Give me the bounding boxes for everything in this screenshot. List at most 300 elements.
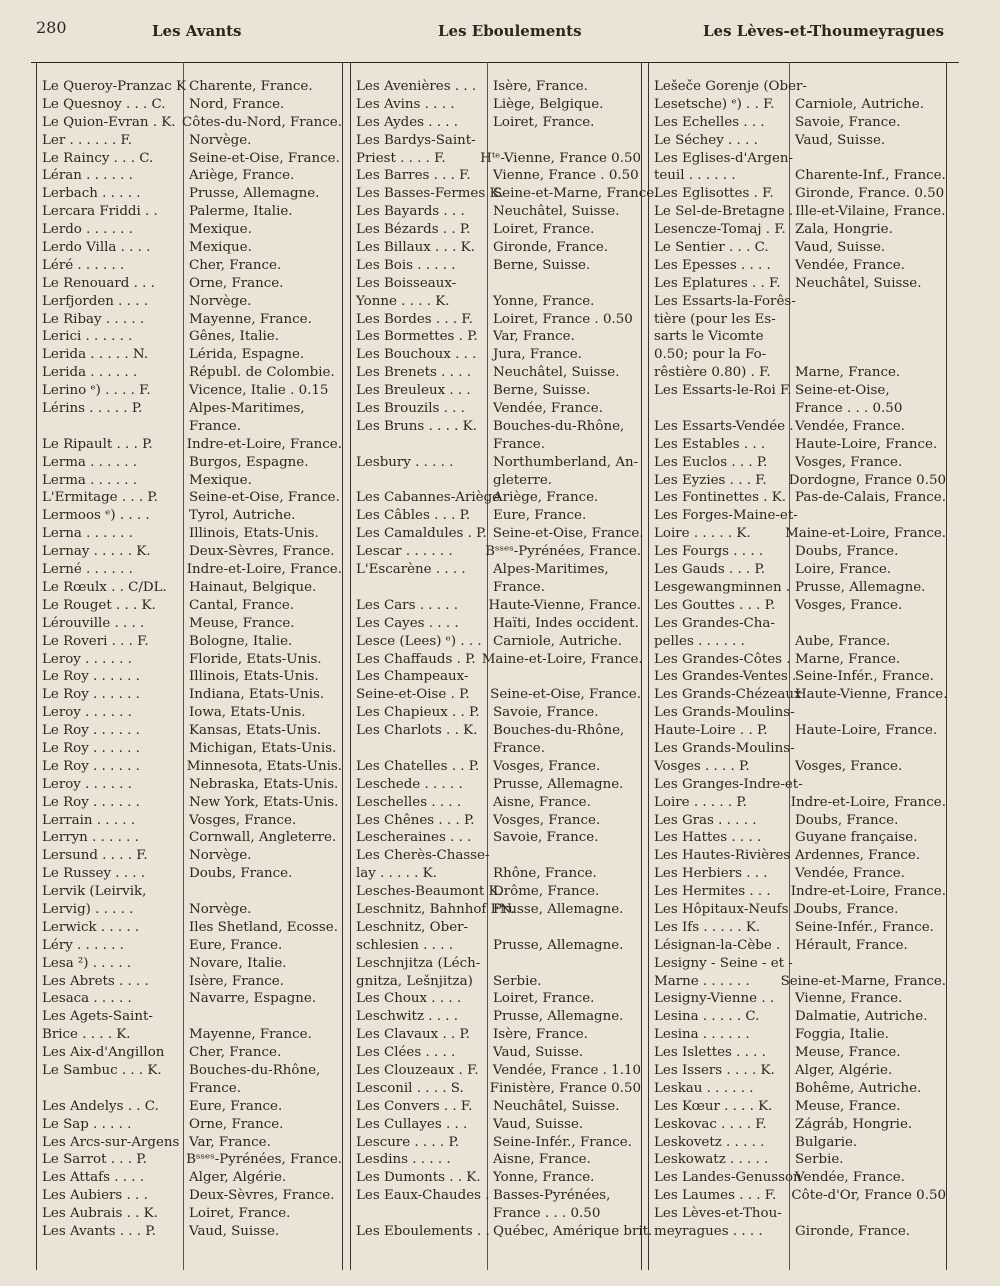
locality-name: Les Bois . . . . .: [356, 257, 456, 273]
locality-region: [183, 883, 189, 901]
table-row: [350, 865, 641, 883]
table-row: [648, 382, 946, 400]
locality-name: Lersund . . . . F.: [42, 848, 148, 864]
locality-name: [350, 436, 487, 454]
locality-name: [36, 1080, 183, 1098]
column-rule: [946, 62, 947, 1270]
table-row: [350, 686, 641, 704]
locality-region: Seine-et-Oise, France.: [189, 490, 340, 506]
locality-name: Les Aubiers . . .: [42, 1188, 148, 1204]
locality-name: Les Camaldules . P.: [356, 526, 487, 542]
locality-region: Seine-Infér., France.: [795, 919, 934, 935]
locality-region: Lérida, Espagne.: [189, 347, 305, 363]
locality-region: Bulgarie.: [795, 1134, 858, 1150]
locality-region: Savoie, France.: [795, 114, 901, 130]
table-row: [350, 740, 641, 758]
locality-name: Les Eboulements . .: [356, 1224, 490, 1239]
table-row: [350, 615, 641, 633]
locality-region: Foggia, Italie.: [795, 1027, 889, 1043]
locality-name: Les Boisseaux-: [356, 275, 457, 291]
locality-name: Leschnitz, Bahnhof FN.: [356, 901, 516, 917]
table-row: [36, 829, 342, 847]
table-row: [350, 668, 641, 686]
table-row: [36, 1205, 342, 1223]
locality-region: Haute-Vienne, France.: [488, 597, 641, 613]
locality-name: Loire . . . . . P.: [654, 794, 747, 810]
table-row: [350, 185, 659, 203]
locality-name: Le Ribay . . . . .: [42, 311, 145, 327]
locality-region: Meuse, France.: [795, 1098, 901, 1114]
locality-name: Les Bardys-Saint-: [356, 132, 476, 148]
locality-region: Seine-et-Marne, France.: [780, 973, 946, 989]
locality-region: gleterre.: [493, 472, 553, 488]
locality-name: Lercara Friddi . .: [42, 204, 158, 220]
table-row: [350, 1205, 641, 1223]
locality-name: Lescure . . . . P.: [356, 1134, 459, 1150]
locality-region: Ariège, France.: [189, 168, 295, 184]
table-row: [648, 1134, 946, 1152]
table-row: [36, 955, 342, 973]
locality-region: Charente, France.: [189, 79, 313, 94]
table-row: [350, 382, 641, 400]
locality-name: Lermoos ᵉ) . . . .: [42, 508, 150, 524]
table-row: [350, 418, 641, 436]
locality-name: Les Chatelles . . P.: [356, 758, 480, 774]
locality-region: Hᵗᵉ-Vienne, France 0.50: [480, 150, 641, 166]
locality-region: Loiret, France.: [189, 1206, 291, 1222]
locality-name: Les Euclos . . . P.: [654, 454, 768, 470]
locality-region: Indiana, Etats-Unis.: [189, 687, 325, 703]
locality-region: [487, 847, 493, 865]
locality-name: Lescheraines . . .: [356, 830, 472, 846]
locality-region: Var, France.: [493, 329, 575, 345]
locality-name: Les Aubrais . . K.: [42, 1206, 158, 1222]
locality-name: Les Avenières . . .: [356, 79, 477, 94]
locality-name: Les Eplatures . . F.: [654, 275, 781, 291]
locality-region: [487, 919, 493, 937]
locality-name: Leschnjitza (Léch-: [356, 955, 481, 971]
locality-region: Marne, France.: [795, 651, 901, 667]
locality-region: Eure, France.: [189, 937, 283, 953]
table-row: [350, 955, 641, 973]
locality-name: Les Grands-Chézeaux: [654, 687, 802, 703]
table-row: [36, 400, 342, 418]
locality-region: Ardennes, France.: [795, 848, 921, 864]
locality-region: Illinois, Etats-Unis.: [189, 526, 319, 542]
locality-region: [789, 293, 795, 311]
locality-name: Le Sap . . . . .: [42, 1116, 132, 1132]
table-row: [648, 400, 946, 418]
locality-region: Eure, France.: [493, 508, 587, 524]
locality-name: Les Hautes-Rivières .: [654, 848, 799, 864]
locality-name: Lesconil . . . . S.: [356, 1080, 464, 1096]
table-row: [36, 203, 342, 221]
locality-name: Les Aydes . . . .: [356, 114, 459, 130]
running-header: [0, 18, 1000, 48]
table-row: [648, 1223, 946, 1241]
locality-name: Les Brenets . . . .: [356, 365, 471, 381]
table-row: [350, 829, 641, 847]
locality-name: Les Ifs . . . . . K.: [654, 919, 761, 935]
locality-name: Les Gouttes . . . P.: [654, 597, 776, 613]
locality-region: New York, Etats-Unis.: [189, 794, 339, 810]
locality-name: Les Kœur . . . . K.: [654, 1098, 773, 1114]
locality-region: Nebraska, Etats-Unis.: [189, 776, 339, 792]
table-row: [350, 919, 641, 937]
locality-name: Le Rouget . . . K.: [42, 597, 156, 613]
locality-name: [36, 418, 183, 436]
locality-name: Les Barres . . . F.: [356, 168, 471, 184]
table-row: [36, 472, 342, 490]
table-row: [36, 794, 342, 812]
locality-name: Les Eyzies . . . F.: [654, 472, 767, 488]
locality-region: Indre-et-Loire, France.: [790, 884, 946, 900]
table-row: [648, 1169, 946, 1187]
locality-name: Lesaca . . . . .: [42, 991, 132, 1007]
locality-name: Les Dumonts . . K.: [356, 1170, 481, 1186]
locality-region: Norvège.: [189, 901, 252, 917]
locality-name: Léry . . . . . .: [42, 937, 124, 953]
locality-region: Zágráb, Hongrie.: [795, 1116, 913, 1132]
locality-region: Orne, France.: [189, 1116, 284, 1132]
locality-region: Seine-et-Oise, France.: [490, 687, 641, 703]
locality-name: lay . . . . . K.: [356, 866, 437, 882]
table-row: [648, 847, 946, 865]
table-row: [350, 1151, 641, 1169]
table-row: [36, 132, 342, 150]
locality-name: [350, 472, 487, 490]
table-row: [648, 973, 946, 991]
locality-region: Meuse, France.: [795, 1045, 901, 1061]
locality-name: Le Roy . . . . . .: [42, 723, 140, 739]
table-row: [36, 150, 342, 168]
table-row: [648, 239, 946, 257]
table-row: [648, 114, 946, 132]
table-row: [648, 489, 946, 507]
locality-region: Loiret, France . 0.50: [493, 311, 633, 327]
locality-region: Vicence, Italie . 0.15: [189, 383, 329, 399]
locality-name: Les Chapieux . . P.: [356, 705, 480, 721]
locality-name: Les Essarts-le-Roi F.: [654, 383, 792, 399]
table-row: [350, 973, 641, 991]
table-row: [36, 615, 342, 633]
table-row: [350, 722, 641, 740]
table-row: [350, 758, 641, 776]
table-row: [648, 150, 946, 168]
locality-region: Isère, France.: [493, 79, 588, 94]
table-row: [36, 1062, 342, 1080]
table-row: [648, 1044, 946, 1062]
table-row: [36, 1187, 342, 1205]
locality-region: Mayenne, France.: [189, 1027, 312, 1043]
locality-region: [789, 311, 795, 329]
locality-name: Leskau . . . . . .: [654, 1080, 754, 1096]
locality-region: Neuchâtel, Suisse.: [493, 1098, 620, 1114]
locality-name: Lerwick . . . . .: [42, 919, 140, 935]
locality-region: Vosges, France.: [795, 758, 903, 774]
locality-name: Yonne . . . . K.: [356, 293, 450, 309]
table-row: [648, 865, 946, 883]
locality-region: Cher, France.: [189, 1045, 282, 1061]
header-first-entry: Les Avants: [152, 22, 242, 40]
locality-region: Meuse, France.: [189, 615, 295, 631]
table-row: [648, 937, 946, 955]
locality-region: Seine-et-Oise,: [795, 383, 890, 399]
locality-region: Nord, France.: [189, 96, 285, 112]
table-row: [36, 704, 342, 722]
locality-name: Leskowatz . . . . .: [654, 1152, 769, 1168]
locality-region: [789, 328, 795, 346]
locality-region: [789, 78, 795, 96]
locality-name: Les Granges-Indre-et-: [654, 776, 803, 792]
table-row: [350, 651, 641, 669]
table-row: [648, 758, 946, 776]
locality-region: France.: [493, 740, 545, 756]
table-row: [648, 472, 946, 490]
locality-region: Bouches-du-Rhône,: [189, 1062, 321, 1078]
locality-name: Lerici . . . . . .: [42, 329, 133, 345]
locality-region: Mexique.: [189, 240, 252, 256]
locality-region: Floride, Etats-Unis.: [189, 651, 322, 667]
table-row: [36, 489, 342, 507]
table-row: [648, 96, 946, 114]
locality-region: Burgos, Espagne.: [189, 454, 309, 470]
table-row: [648, 1116, 946, 1134]
locality-name: Lesigny-Vienne . .: [654, 991, 775, 1007]
locality-region: Haute-Vienne, France.: [795, 687, 948, 703]
locality-region: France . . . 0.50: [795, 401, 903, 417]
locality-name: Leschelles . . . .: [356, 794, 462, 810]
table-row: [350, 776, 641, 794]
locality-region: Eure, France.: [189, 1098, 283, 1114]
table-row: [36, 78, 342, 96]
locality-name: Lerdo Villa . . . .: [42, 240, 151, 256]
locality-name: Le Roy . . . . . .: [42, 669, 140, 685]
locality-region: Yonne, France.: [493, 1170, 595, 1186]
locality-name: Les Bézards . . P.: [356, 222, 471, 238]
locality-region: Zala, Hongrie.: [795, 222, 893, 238]
locality-name: Lesbury . . . . .: [356, 454, 454, 470]
locality-name: Le Sentier . . . C.: [654, 240, 769, 256]
table-row: [648, 1205, 946, 1223]
table-row: [648, 185, 946, 203]
table-row: [36, 167, 342, 185]
table-row: [350, 525, 644, 543]
table-row: [36, 686, 342, 704]
locality-region: Guyane française.: [795, 830, 918, 846]
table-row: [350, 704, 641, 722]
locality-name: Les Essarts-Vendée .: [654, 418, 794, 434]
table-row: [648, 293, 946, 311]
locality-name: Les Agets-Saint-: [42, 1009, 153, 1025]
table-row: [36, 382, 342, 400]
locality-region: Marne, France.: [795, 365, 901, 381]
table-row: [648, 311, 946, 329]
table-row: [350, 328, 641, 346]
table-row: [648, 812, 946, 830]
table-row: [36, 328, 342, 346]
locality-name: pelles . . . . . .: [654, 633, 745, 649]
locality-region: [789, 346, 795, 364]
table-row: [36, 346, 342, 364]
locality-region: Doubs, France.: [795, 812, 899, 828]
locality-name: Les Brouzils . . .: [356, 401, 465, 417]
gazetteer-column-3: [648, 62, 946, 1286]
locality-region: [487, 955, 493, 973]
locality-name: Lesce (Lees) ᵉ) . . .: [356, 633, 482, 649]
table-row: [350, 1116, 641, 1134]
locality-region: Dalmatie, Autriche.: [795, 1009, 928, 1025]
locality-region: Yonne, France.: [493, 293, 595, 309]
table-row: [36, 561, 342, 579]
table-row: [648, 257, 946, 275]
locality-name: Les Cherès-Chasse-: [356, 848, 490, 864]
locality-region: Maine-et-Loire, France.: [481, 651, 643, 667]
locality-region: Prusse, Allemagne.: [795, 579, 926, 595]
table-row: [36, 96, 342, 114]
locality-name: Ler . . . . . . F.: [42, 132, 133, 148]
locality-region: Cher, France.: [189, 257, 282, 273]
table-row: [350, 239, 641, 257]
table-row: [350, 1134, 641, 1152]
table-row: [350, 114, 641, 132]
locality-name: L'Ermitage . . . P.: [42, 490, 158, 506]
locality-name: Lervig) . . . . .: [42, 901, 134, 917]
locality-region: Illinois, Etats-Unis.: [189, 669, 319, 685]
locality-region: Ille-et-Vilaine, France.: [795, 204, 946, 220]
locality-name: Léran . . . . . .: [42, 168, 133, 184]
locality-region: Basses-Pyrénées,: [493, 1188, 611, 1204]
table-row: [350, 812, 641, 830]
locality-region: Côte-d'Or, France 0.50: [791, 1188, 946, 1204]
locality-name: Vosges . . . . P.: [654, 758, 750, 774]
table-row: [648, 328, 946, 346]
locality-name: tière (pour les Es-: [654, 311, 776, 327]
table-row: [36, 597, 342, 615]
header-middle-entry: Les Eboulements: [438, 22, 582, 40]
locality-name: Les Forges-Maine-et-: [654, 508, 798, 524]
locality-region: Seine-et-Oise, France.: [492, 526, 644, 542]
locality-name: Lernay . . . . . K.: [42, 544, 151, 560]
locality-name: sarts le Vicomte: [654, 329, 764, 345]
table-row: [648, 1187, 946, 1205]
locality-region: Doubs, France.: [189, 866, 293, 882]
locality-region: Haute-Loire, France.: [795, 436, 938, 452]
locality-region: Deux-Sèvres, France.: [189, 1188, 335, 1204]
locality-region: [789, 776, 795, 794]
table-row: [350, 364, 641, 382]
locality-name: Lésignan-la-Cèbe .: [654, 937, 781, 953]
locality-name: Les Eglisottes . F.: [654, 186, 774, 202]
table-row: [36, 311, 342, 329]
locality-region: Hainaut, Belgique.: [189, 579, 317, 595]
locality-region: Prusse, Allemagne.: [493, 776, 624, 792]
locality-name: Les Grandes-Côtes .: [654, 651, 791, 667]
locality-region: Dordogne, France 0.50: [788, 472, 946, 488]
table-row: [350, 132, 641, 150]
locality-region: Serbie.: [493, 973, 542, 989]
locality-region: Prusse, Allemagne.: [189, 186, 320, 202]
table-row: [36, 1223, 342, 1241]
locality-region: Bˢˢᵉˢ-Pyrénées, France.: [485, 544, 641, 560]
locality-region: [183, 1008, 189, 1026]
table-row: [648, 919, 946, 937]
locality-name: Les Basses-Fermes K.: [356, 186, 504, 202]
table-row: [350, 257, 641, 275]
locality-name: Lesa ²) . . . . .: [42, 955, 132, 971]
locality-name: Les Abrets . . . .: [42, 973, 149, 989]
locality-region: Loiret, France.: [493, 222, 595, 238]
table-row: [36, 257, 342, 275]
locality-name: Lerryn . . . . . .: [42, 830, 139, 846]
locality-name: Les Essarts-la-Forês-: [654, 293, 796, 309]
locality-name: Les Bruns . . . . K.: [356, 418, 477, 434]
table-row: [36, 1169, 342, 1187]
locality-region: Indre-et-Loire, France.: [186, 562, 342, 578]
table-row: [350, 561, 641, 579]
locality-name: Le Roy . . . . . .: [42, 794, 140, 810]
locality-region: Bouches-du-Rhône,: [493, 418, 625, 434]
locality-name: Lešeče Gorenje (Ober-: [654, 79, 807, 94]
table-row: [648, 722, 946, 740]
table-row: [36, 973, 342, 991]
locality-name: Lerné . . . . . .: [42, 562, 133, 578]
table-row: [36, 847, 342, 865]
locality-region: Vosges, France.: [493, 812, 601, 828]
locality-region: Alger, Algérie.: [795, 1062, 893, 1078]
table-row: [350, 221, 641, 239]
table-row: [350, 543, 641, 561]
table-row: [648, 346, 946, 364]
locality-region: Vendée, France.: [493, 401, 603, 417]
locality-name: Lerida . . . . . N.: [42, 347, 148, 363]
locality-name: Lesches-Beaumont K.: [356, 884, 503, 900]
locality-name: Lerida . . . . . .: [42, 365, 138, 381]
table-row: [350, 78, 641, 96]
locality-name: Les Grandes-Cha-: [654, 615, 775, 631]
table-row: [350, 454, 641, 472]
locality-name: Le Queroy-Pranzac K: [42, 79, 186, 94]
locality-region: Neuchâtel, Suisse.: [493, 204, 620, 220]
locality-region: Deux-Sèvres, France.: [189, 544, 335, 560]
locality-name: Les Chaffauds . P.: [356, 651, 476, 667]
locality-region: Liège, Belgique.: [493, 96, 604, 112]
table-row: [648, 543, 946, 561]
locality-region: Vosges, France.: [795, 454, 903, 470]
locality-region: Carniole, Autriche.: [493, 633, 622, 649]
table-row: [648, 167, 946, 185]
locality-name: Leschnitz, Ober-: [356, 919, 469, 935]
locality-name: Lerdo . . . . . .: [42, 222, 133, 238]
locality-region: Minnesota, Etats-Unis.: [186, 758, 342, 774]
locality-region: Doubs, France.: [795, 901, 899, 917]
locality-region: [789, 507, 795, 525]
locality-name: Le Roveri . . . F.: [42, 633, 149, 649]
table-row: [36, 114, 342, 132]
table-row: [648, 1008, 946, 1026]
locality-region: Rhône, France.: [493, 866, 597, 882]
locality-region: [789, 150, 795, 168]
table-row: [350, 901, 641, 919]
table-row: [36, 990, 342, 1008]
locality-region: Bouches-du-Rhône,: [493, 723, 625, 739]
locality-region: Vaud, Suisse.: [189, 1224, 280, 1239]
table-row: [648, 1151, 946, 1169]
table-row: [648, 901, 946, 919]
locality-region: [487, 668, 493, 686]
locality-name: Les Cabannes-Ariège: [356, 490, 501, 506]
locality-name: Priest . . . . F.: [356, 150, 446, 166]
